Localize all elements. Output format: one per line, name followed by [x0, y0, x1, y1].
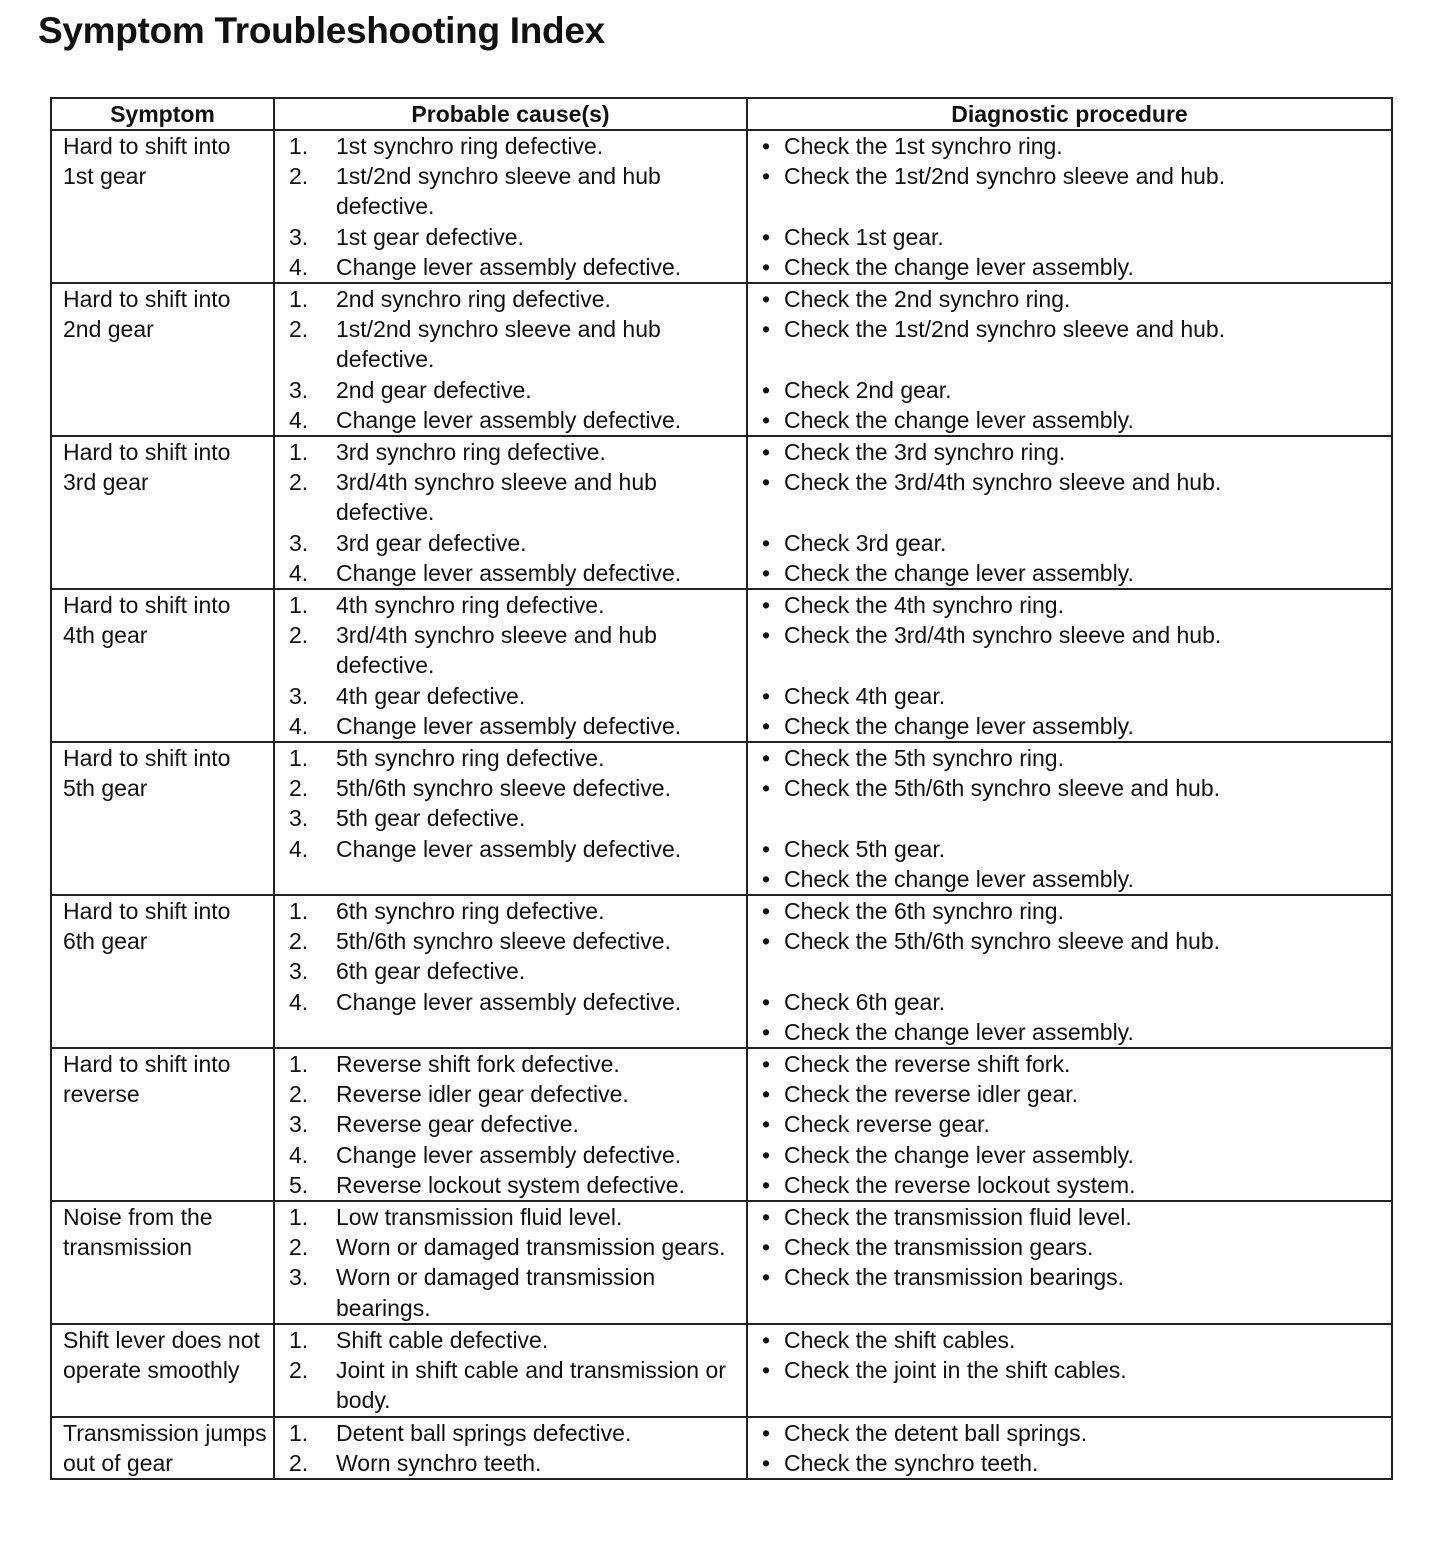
cause-text: Detent ball springs defective. [336, 1419, 632, 1446]
table-row [51, 1417, 1392, 1479]
procedure-text: Check the change lever assembly. [784, 406, 1134, 433]
cause-text: Low transmission fluid level. [336, 1204, 623, 1231]
procedure-item [762, 926, 1387, 956]
cause-list [289, 1325, 742, 1416]
cause-item [289, 1079, 742, 1109]
procedure-text: Check the reverse idler gear. [784, 1081, 1079, 1108]
causes-cell [274, 895, 747, 1048]
cause-item [289, 926, 742, 956]
cause-item [289, 956, 742, 986]
procedure-item [762, 590, 1387, 620]
cause-number: 5. [289, 1171, 309, 1198]
cause-item [289, 1170, 742, 1200]
cause-text: Worn or damaged transmission bearings. [336, 1264, 656, 1321]
bullet-icon: • [762, 745, 771, 772]
procedure-text: Check the shift cables. [784, 1326, 1016, 1353]
procedure-text: Check the change lever assembly. [784, 1141, 1134, 1168]
bullet-icon: • [762, 898, 771, 925]
procedures-cell [747, 130, 1392, 283]
cause-number: 4. [289, 253, 309, 280]
procedure-item [762, 437, 1387, 467]
cause-text: 4th synchro ring defective. [336, 592, 605, 619]
symptom-cell: Hard to shift into reverse [51, 1048, 274, 1201]
cause-text: 3rd/4th synchro sleeve and hub defective. [336, 622, 657, 679]
procedures-cell [747, 1417, 1392, 1479]
cause-text: 1st gear defective. [336, 223, 524, 250]
bullet-icon: • [762, 775, 771, 802]
table-row [51, 283, 1392, 436]
procedure-item [762, 161, 1387, 191]
procedure-text: Check 5th gear. [784, 835, 946, 862]
procedure-item [762, 1079, 1387, 1109]
cause-item [289, 467, 742, 527]
cause-item [289, 590, 742, 620]
causes-cell [274, 742, 747, 895]
causes-cell [274, 1048, 747, 1201]
cause-list [289, 1418, 742, 1478]
bullet-icon: • [762, 406, 771, 433]
procedures-cell [747, 1048, 1392, 1201]
cause-item [289, 1109, 742, 1139]
bullet-icon: • [762, 1141, 771, 1168]
bullet-icon: • [762, 1018, 771, 1045]
bullet-icon: • [762, 1204, 771, 1231]
cause-number: 1. [289, 1326, 309, 1353]
procedure-text: Check 3rd gear. [784, 529, 947, 556]
procedures-cell [747, 1324, 1392, 1417]
cause-text: 5th/6th synchro sleeve defective. [336, 775, 671, 802]
cause-text: Reverse idler gear defective. [336, 1081, 629, 1108]
cause-list [289, 590, 742, 741]
cause-number: 4. [289, 559, 309, 586]
procedure-text: Check the 5th/6th synchro sleeve and hub. [784, 928, 1221, 955]
symptom-cell: Hard to shift into 1st gear [51, 130, 274, 283]
procedure-list [762, 896, 1387, 1047]
cause-item [289, 314, 742, 374]
cause-number: 4. [289, 712, 309, 739]
procedure-list [762, 743, 1387, 894]
procedure-text: Check the transmission gears. [784, 1234, 1094, 1261]
procedures-cell [747, 283, 1392, 436]
cause-item [289, 1262, 742, 1322]
symptom-cell: Hard to shift into 2nd gear [51, 283, 274, 436]
cause-item [289, 1202, 742, 1232]
procedure-text: Check 2nd gear. [784, 376, 952, 403]
procedure-item [762, 864, 1387, 894]
cause-number: 1. [289, 1051, 309, 1078]
bullet-icon: • [762, 1111, 771, 1138]
procedure-item [762, 1170, 1387, 1200]
cause-list [289, 284, 742, 435]
procedure-text: Check the 4th synchro ring. [784, 592, 1064, 619]
causes-cell [274, 1201, 747, 1324]
cause-item [289, 375, 742, 405]
cause-number: 1. [289, 745, 309, 772]
procedure-item [762, 405, 1387, 435]
cause-text: 5th gear defective. [336, 805, 526, 832]
procedure-text: Check the change lever assembly. [784, 1018, 1134, 1045]
cause-number: 4. [289, 1141, 309, 1168]
procedure-item [762, 1232, 1387, 1262]
procedure-text: Check the 5th/6th synchro sleeve and hub. [784, 775, 1221, 802]
cause-item [289, 773, 742, 803]
cause-text: 5th/6th synchro sleeve defective. [336, 928, 671, 955]
procedure-text: Check the 3rd/4th synchro sleeve and hub. [784, 469, 1222, 496]
procedure-text: Check the 1st/2nd synchro sleeve and hub. [784, 316, 1226, 343]
header-symptom: Symptom [51, 98, 274, 130]
procedure-item [762, 1049, 1387, 1079]
procedure-list [762, 437, 1387, 588]
procedure-text: Check 6th gear. [784, 988, 946, 1015]
bullet-icon: • [762, 1357, 771, 1384]
cause-item [289, 131, 742, 161]
procedure-item [762, 1017, 1387, 1047]
cause-item [289, 1140, 742, 1170]
bullet-icon: • [762, 253, 771, 280]
procedure-item [762, 1140, 1387, 1170]
procedure-item [762, 222, 1387, 252]
cause-text: Change lever assembly defective. [336, 253, 682, 280]
cause-item [289, 1232, 742, 1262]
table-row [51, 742, 1392, 895]
symptom-cell: Hard to shift into 4th gear [51, 589, 274, 742]
procedure-item [762, 711, 1387, 741]
cause-number: 1. [289, 592, 309, 619]
bullet-icon: • [762, 1234, 771, 1261]
table-row [51, 1048, 1392, 1201]
cause-item [289, 1355, 742, 1415]
cause-item [289, 558, 742, 588]
procedure-item [762, 131, 1387, 161]
cause-number: 3. [289, 223, 309, 250]
procedure-text: Check the 2nd synchro ring. [784, 286, 1071, 313]
cause-item [289, 834, 742, 864]
bullet-icon: • [762, 988, 771, 1015]
cause-number: 1. [289, 898, 309, 925]
cause-text: 3rd/4th synchro sleeve and hub defective. [336, 469, 657, 526]
header-procedures: Diagnostic procedure [747, 98, 1392, 130]
procedure-spacer [762, 497, 1387, 527]
symptom-cell: Hard to shift into 6th gear [51, 895, 274, 1048]
bullet-icon: • [762, 1171, 771, 1198]
procedure-list [762, 1049, 1387, 1200]
cause-text: Reverse shift fork defective. [336, 1051, 620, 1078]
cause-text: 2nd synchro ring defective. [336, 286, 611, 313]
cause-item [289, 1448, 742, 1478]
table-row [51, 1201, 1392, 1324]
procedure-list [762, 131, 1387, 282]
cause-item [289, 1049, 742, 1079]
cause-item [289, 681, 742, 711]
symptom-cell: Shift lever does not operate smoothly [51, 1324, 274, 1417]
bullet-icon: • [762, 223, 771, 250]
cause-number: 2. [289, 928, 309, 955]
cause-number: 2. [289, 622, 309, 649]
cause-item [289, 1418, 742, 1448]
cause-item [289, 405, 742, 435]
table-row [51, 1324, 1392, 1417]
cause-number: 1. [289, 1419, 309, 1446]
cause-list [289, 1202, 742, 1323]
procedure-text: Check the change lever assembly. [784, 712, 1134, 739]
procedure-item [762, 314, 1387, 344]
cause-item [289, 222, 742, 252]
procedure-item [762, 1448, 1387, 1478]
cause-number: 4. [289, 406, 309, 433]
bullet-icon: • [762, 622, 771, 649]
procedure-text: Check reverse gear. [784, 1111, 990, 1138]
bullet-icon: • [762, 286, 771, 313]
cause-text: 1st/2nd synchro sleeve and hub defective. [336, 316, 661, 373]
cause-number: 1. [289, 286, 309, 313]
cause-text: 5th synchro ring defective. [336, 745, 605, 772]
bullet-icon: • [762, 529, 771, 556]
causes-cell [274, 130, 747, 283]
cause-item [289, 284, 742, 314]
causes-cell [274, 589, 747, 742]
cause-text: Reverse lockout system defective. [336, 1171, 685, 1198]
procedure-item [762, 896, 1387, 926]
symptom-cell: Hard to shift into 3rd gear [51, 436, 274, 589]
cause-text: 2nd gear defective. [336, 376, 532, 403]
procedure-text: Check the 6th synchro ring. [784, 898, 1064, 925]
cause-number: 2. [289, 1357, 309, 1384]
procedure-text: Check the change lever assembly. [784, 559, 1134, 586]
table-row [51, 589, 1392, 742]
troubleshooting-table [50, 97, 1393, 1480]
cause-item [289, 987, 742, 1017]
cause-number: 1. [289, 439, 309, 466]
procedure-text: Check the joint in the shift cables. [784, 1357, 1127, 1384]
procedure-item [762, 467, 1387, 497]
cause-number: 2. [289, 1449, 309, 1476]
cause-item [289, 437, 742, 467]
cause-text: Change lever assembly defective. [336, 406, 682, 433]
procedure-spacer [762, 803, 1387, 833]
procedure-item [762, 558, 1387, 588]
table-header [51, 98, 1392, 130]
bullet-icon: • [762, 835, 771, 862]
procedure-text: Check 1st gear. [784, 223, 944, 250]
procedure-text: Check the transmission fluid level. [784, 1204, 1132, 1231]
cause-number: 2. [289, 469, 309, 496]
cause-number: 3. [289, 805, 309, 832]
cause-item [289, 896, 742, 926]
cause-number: 2. [289, 1234, 309, 1261]
bullet-icon: • [762, 1449, 771, 1476]
procedure-list [762, 1418, 1387, 1478]
cause-number: 3. [289, 376, 309, 403]
header-row [51, 98, 1392, 130]
bullet-icon: • [762, 133, 771, 159]
procedure-item [762, 528, 1387, 558]
bullet-icon: • [762, 376, 771, 403]
cause-number: 3. [289, 1111, 309, 1138]
cause-list [289, 1049, 742, 1200]
cause-text: Change lever assembly defective. [336, 1141, 682, 1168]
cause-text: 6th gear defective. [336, 958, 526, 985]
bullet-icon: • [762, 682, 771, 709]
cause-text: Change lever assembly defective. [336, 835, 682, 862]
procedure-item [762, 1325, 1387, 1355]
cause-list [289, 131, 742, 282]
procedure-list [762, 1325, 1387, 1385]
procedure-spacer [762, 650, 1387, 680]
procedure-text: Check the 1st synchro ring. [784, 133, 1063, 159]
cause-text: Change lever assembly defective. [336, 988, 682, 1015]
cause-number: 1. [289, 1204, 309, 1231]
procedure-text: Check the change lever assembly. [784, 865, 1134, 892]
procedure-spacer [762, 344, 1387, 374]
bullet-icon: • [762, 439, 771, 466]
procedure-item [762, 834, 1387, 864]
cause-number: 2. [289, 163, 309, 190]
bullet-icon: • [762, 865, 771, 892]
procedure-text: Check the detent ball springs. [784, 1419, 1088, 1446]
bullet-icon: • [762, 928, 771, 955]
procedure-item [762, 375, 1387, 405]
causes-cell [274, 436, 747, 589]
procedure-spacer [762, 191, 1387, 221]
cause-text: 1st/2nd synchro sleeve and hub defective. [336, 163, 661, 220]
cause-text: Worn or damaged transmission gears. [336, 1234, 726, 1261]
procedure-item [762, 1262, 1387, 1292]
cause-item [289, 711, 742, 741]
cause-text: 1st synchro ring defective. [336, 133, 604, 159]
procedure-spacer [762, 956, 1387, 986]
cause-number: 3. [289, 682, 309, 709]
procedure-item [762, 1109, 1387, 1139]
bullet-icon: • [762, 469, 771, 496]
bullet-icon: • [762, 712, 771, 739]
cause-text: 4th gear defective. [336, 682, 526, 709]
bullet-icon: • [762, 559, 771, 586]
procedure-item [762, 773, 1387, 803]
cause-number: 1. [289, 133, 309, 159]
cause-text: Worn synchro teeth. [336, 1449, 542, 1476]
causes-cell [274, 1324, 747, 1417]
procedures-cell [747, 742, 1392, 895]
cause-text: Reverse gear defective. [336, 1111, 579, 1138]
procedure-item [762, 284, 1387, 314]
procedure-item [762, 987, 1387, 1017]
cause-number: 4. [289, 835, 309, 862]
cause-item [289, 1325, 742, 1355]
procedures-cell [747, 895, 1392, 1048]
procedure-item [762, 252, 1387, 282]
cause-number: 2. [289, 1081, 309, 1108]
cause-text: Shift cable defective. [336, 1326, 549, 1353]
procedure-item [762, 743, 1387, 773]
procedures-cell [747, 589, 1392, 742]
cause-list [289, 437, 742, 588]
procedure-text: Check the 3rd synchro ring. [784, 439, 1066, 466]
cause-number: 3. [289, 1264, 309, 1291]
procedure-text: Check the 5th synchro ring. [784, 745, 1064, 772]
cause-item [289, 252, 742, 282]
cause-item [289, 743, 742, 773]
procedure-item [762, 620, 1387, 650]
procedure-item [762, 681, 1387, 711]
cause-item [289, 620, 742, 680]
procedure-text: Check the reverse lockout system. [784, 1171, 1136, 1198]
cause-text: 3rd gear defective. [336, 529, 527, 556]
procedure-text: Check the change lever assembly. [784, 253, 1134, 280]
header-causes: Probable cause(s) [274, 98, 747, 130]
bullet-icon: • [762, 1419, 771, 1446]
cause-item [289, 161, 742, 221]
causes-cell [274, 283, 747, 436]
bullet-icon: • [762, 316, 771, 343]
table-row [51, 130, 1392, 283]
procedure-text: Check the 3rd/4th synchro sleeve and hub. [784, 622, 1222, 649]
cause-number: 4. [289, 988, 309, 1015]
page-title: Symptom Troubleshooting Index [38, 10, 605, 51]
cause-text: Change lever assembly defective. [336, 559, 682, 586]
bullet-icon: • [762, 592, 771, 619]
procedure-list [762, 284, 1387, 435]
procedures-cell [747, 1201, 1392, 1324]
bullet-icon: • [762, 1326, 771, 1353]
procedure-text: Check the 1st/2nd synchro sleeve and hub. [784, 163, 1226, 190]
procedure-text: Check the reverse shift fork. [784, 1051, 1071, 1078]
procedures-cell [747, 436, 1392, 589]
cause-text: Joint in shift cable and transmission or body. [336, 1357, 726, 1414]
cause-number: 3. [289, 529, 309, 556]
procedure-text: Check 4th gear. [784, 682, 946, 709]
table-row [51, 895, 1392, 1048]
procedure-list [762, 590, 1387, 741]
procedure-item [762, 1202, 1387, 1232]
cause-number: 3. [289, 958, 309, 985]
bullet-icon: • [762, 1051, 771, 1078]
procedure-item [762, 1355, 1387, 1385]
symptom-cell: Hard to shift into 5th gear [51, 742, 274, 895]
procedure-text: Check the transmission bearings. [784, 1264, 1125, 1291]
cause-item [289, 803, 742, 833]
table-row [51, 436, 1392, 589]
cause-number: 2. [289, 775, 309, 802]
procedure-item [762, 1418, 1387, 1448]
cause-number: 2. [289, 316, 309, 343]
cause-text: 3rd synchro ring defective. [336, 439, 606, 466]
bullet-icon: • [762, 1264, 771, 1291]
symptom-cell: Transmission jumps out of gear [51, 1417, 274, 1479]
procedure-text: Check the synchro teeth. [784, 1449, 1039, 1476]
cause-text: 6th synchro ring defective. [336, 898, 605, 925]
causes-cell [274, 1417, 747, 1479]
symptom-cell: Noise from the transmission [51, 1201, 274, 1324]
cause-text: Change lever assembly defective. [336, 712, 682, 739]
cause-list [289, 896, 742, 1017]
bullet-icon: • [762, 163, 771, 190]
cause-list [289, 743, 742, 864]
procedure-list [762, 1202, 1387, 1293]
table-body [51, 130, 1392, 1479]
cause-item [289, 528, 742, 558]
bullet-icon: • [762, 1081, 771, 1108]
